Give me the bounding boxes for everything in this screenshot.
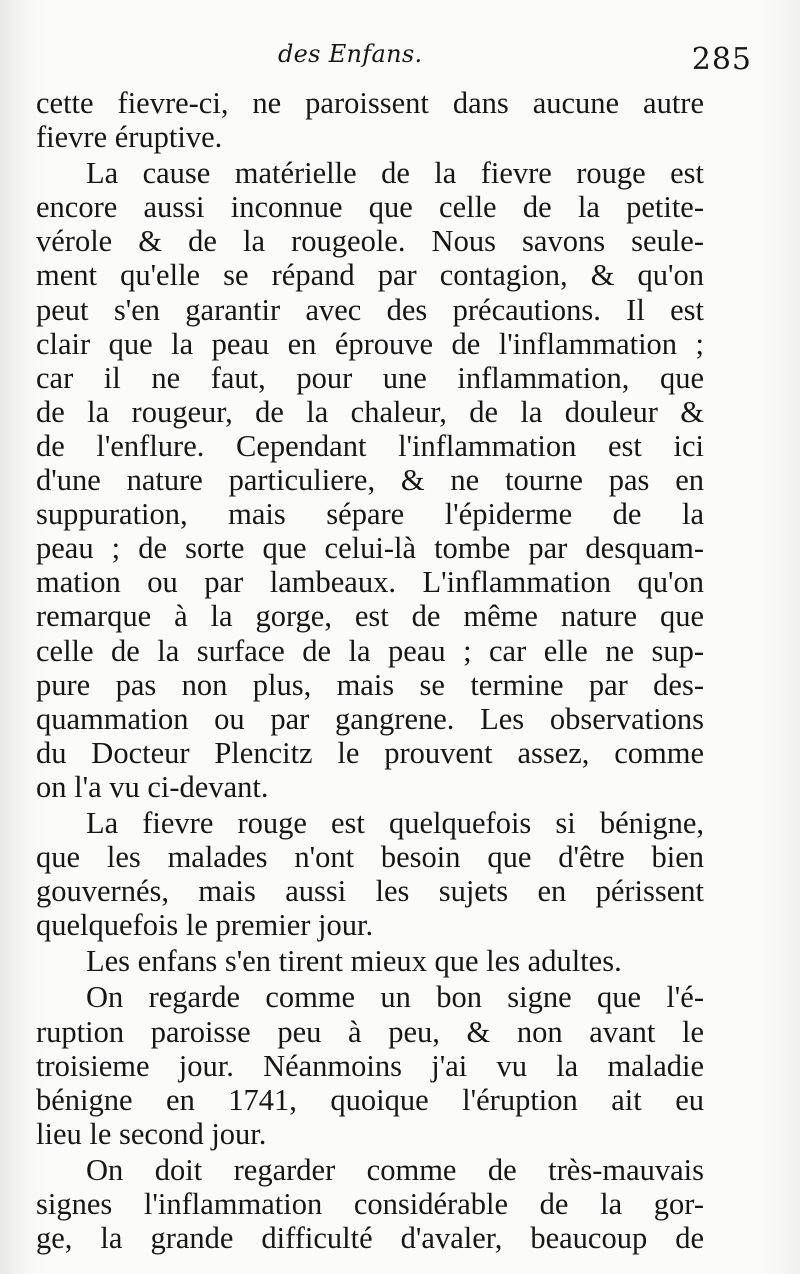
paragraph	[36, 156, 704, 804]
text-line: quelquefois le premier jour.	[36, 908, 374, 943]
text-line: La fievre rouge est quelquefois si bénigne,	[86, 805, 704, 840]
text-line: On regarde comme un bon signe que l'é-	[86, 980, 704, 1015]
text-line: bénigne en 1741, quoique l'éruption ait eu	[36, 1082, 704, 1117]
text-line: suppuration, mais sépare l'épiderme de la	[36, 497, 704, 532]
text-line: celle de la surface de la peau ; car elle ne sup-	[36, 633, 704, 668]
paragraph	[36, 980, 704, 1150]
text-line: cette fievre-ci, ne paroissent dans aucune autre	[36, 86, 704, 120]
text-line: quammation ou par gangrene. Les observations	[36, 701, 704, 736]
text-line: de l'enflure. Cependant l'inflammation est ici	[36, 428, 704, 463]
text-line: mation ou par lambeaux. L'inflammation qu'on	[36, 565, 704, 600]
text-line: vérole & de la rougeole. Nous savons seule-	[36, 224, 704, 259]
paragraph	[36, 86, 704, 154]
paragraph	[36, 944, 704, 978]
text-line: peau ; de sorte que celui-là tombe par desquam-	[36, 531, 704, 566]
text-line: peut s'en garantir avec des précautions. Il est	[36, 292, 704, 327]
page-header	[38, 40, 752, 80]
text-line: car il ne faut, pour une inflammation, que	[36, 360, 704, 395]
text-line: fievre éruptive.	[36, 120, 223, 155]
text-line: remarque à la gorge, est de même nature que	[36, 599, 704, 634]
text-line: ge, la grande difficulté d'avaler, beaucoup de	[36, 1221, 704, 1256]
text-line: on l'a vu ci-devant.	[36, 769, 269, 804]
text-line: signes l'inflammation considérable de la gor-	[36, 1187, 704, 1221]
page-number: 285	[691, 42, 752, 77]
text-line: Les enfans s'en tirent mieux que les adultes.	[86, 944, 622, 979]
text-line: lieu le second jour.	[36, 1116, 267, 1151]
text-line: ment qu'elle se répand par contagion, & qu'on	[36, 258, 704, 293]
text-line: gouvernés, mais aussi les sujets en périssent	[36, 874, 704, 909]
text-line: troisieme jour. Néanmoins j'ai vu la maladie	[36, 1048, 704, 1083]
text-line: ruption paroisse peu à peu, & non avant le	[36, 1014, 704, 1049]
text-line: pure pas non plus, mais se termine par des-	[36, 667, 704, 702]
text-line: clair que la peau en éprouve de l'inflammation ;	[36, 326, 704, 361]
paragraph	[36, 1153, 704, 1255]
text-line: La cause matérielle de la fievre rouge est	[86, 156, 704, 191]
text-line: On doit regarder comme de très-mauvais	[86, 1152, 704, 1187]
text-line: de la rougeur, de la chaleur, de la douleur &	[36, 394, 704, 429]
text-line: d'une nature particuliere, & ne tourne pas en	[36, 463, 704, 498]
text-line: que les malades n'ont besoin que d'être bien	[36, 840, 704, 875]
text-line: encore aussi inconnue que celle de la petite-	[36, 190, 704, 225]
paragraph	[36, 806, 704, 942]
text-line: du Docteur Plencitz le prouvent assez, comme	[36, 735, 704, 770]
body-text	[36, 86, 704, 1255]
running-head: des Enfans.	[278, 40, 423, 68]
